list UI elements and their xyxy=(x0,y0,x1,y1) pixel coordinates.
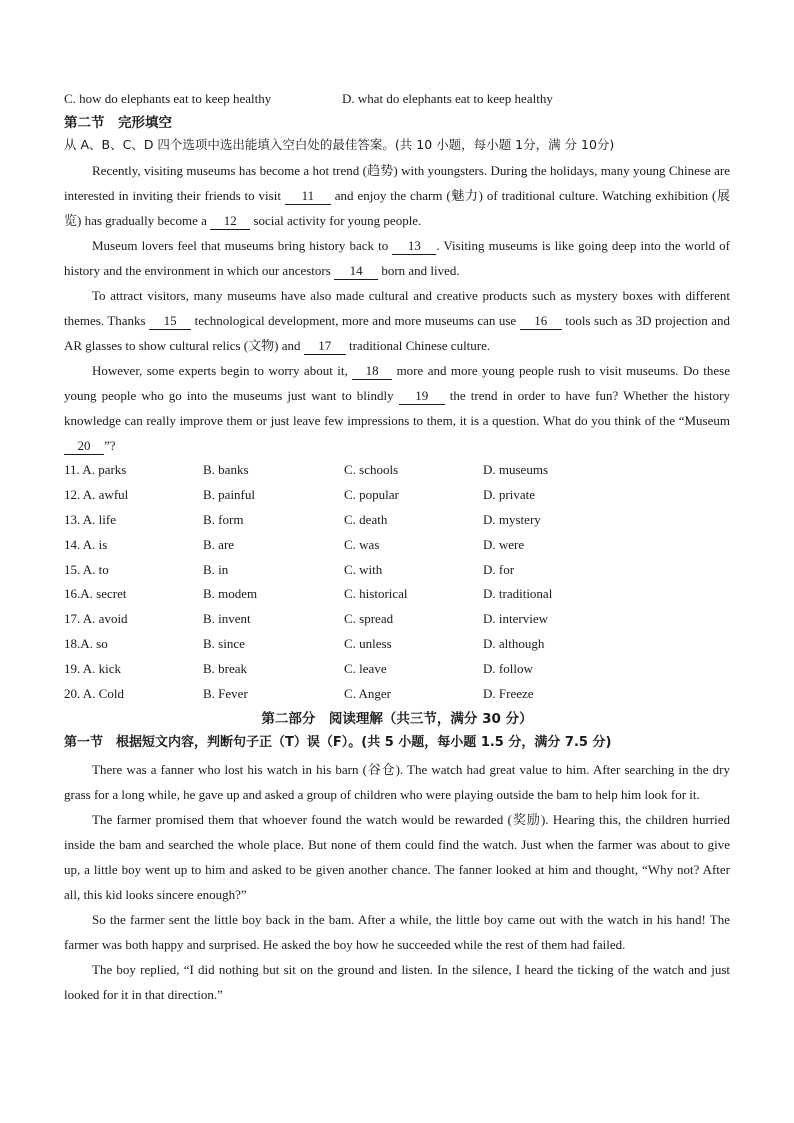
option-a: 17. A. avoid xyxy=(64,611,128,627)
option-row xyxy=(64,458,730,483)
option-d: D. mystery xyxy=(483,511,541,527)
text: Recently, visiting museums has become a hot trend (趋势) with youngsters. During the holidays, many young Chinese are interested in inviting their friends to visit xyxy=(64,163,730,203)
option-b: B. Fever xyxy=(203,686,248,702)
previous-question-options xyxy=(64,88,730,110)
text: social activity for young people. xyxy=(250,213,422,228)
option-b: B. since xyxy=(203,636,245,652)
text: However, some experts begin to worry about it, xyxy=(92,363,353,378)
option-row xyxy=(64,508,730,533)
text: more and more young people rush to visit museums. Do these young people who go into the museums just want to blindly xyxy=(64,363,730,403)
option-c: C. spread xyxy=(344,611,394,627)
option-a: 12. A. awful xyxy=(64,486,129,502)
option-a: 19. A. kick xyxy=(64,661,122,677)
option-d: D. for xyxy=(483,561,515,577)
option-b: B. banks xyxy=(203,462,249,477)
text: born and lived. xyxy=(378,263,460,278)
blank-17: 17 xyxy=(304,338,346,355)
option-b: B. in xyxy=(203,561,229,577)
option-row xyxy=(64,607,730,632)
cloze-instruction: 从 A、B、C、D 四个选项中选出能填入空白处的最佳答案。(共 10 小题，每小题 1分，满 分 10分) xyxy=(64,137,615,152)
option-a: 15. A. to xyxy=(64,561,109,577)
option-d: D. private xyxy=(483,486,535,502)
option-d: D. follow xyxy=(483,661,533,677)
option-row xyxy=(64,632,730,657)
option-d: D. Freeze xyxy=(483,686,534,702)
cloze-options xyxy=(64,458,730,707)
option-c: C. with xyxy=(344,561,383,577)
option-d: D. museums xyxy=(483,462,548,477)
option-a: 20. A. Cold xyxy=(64,686,124,702)
option-a: 14. A. is xyxy=(64,536,108,552)
option-c: C. historical xyxy=(344,586,408,602)
part-title-reading: 第二部分 阅读理解（共三节，满分 30 分） xyxy=(261,710,533,727)
blank-14: 14 xyxy=(334,263,378,280)
option-row xyxy=(64,682,730,707)
option-c: C. how do elephants eat to keep healthy xyxy=(64,91,272,106)
option-c: C. was xyxy=(344,536,380,552)
text: . Visiting museums is like going deep into the world of history and the environment in which our ancestors xyxy=(64,238,730,278)
option-a: 16.A. secret xyxy=(64,586,127,602)
section-title-true-false: 第一节 根据短文内容，判断句子正（T）误（F）。(共 5 小题，每小题 1.5 分，满分 7.5 分) xyxy=(64,734,612,750)
option-a: 11. A. parks xyxy=(64,462,127,477)
option-c: C. death xyxy=(344,511,388,527)
option-b: B. painful xyxy=(203,486,255,502)
cloze-paragraph-3 xyxy=(64,283,730,358)
cloze-paragraph-4 xyxy=(64,358,730,458)
reading-paragraph: So the farmer sent the little boy back in the bam. After a while, the little boy came out with the watch in his hand! The farmer was both happy and surprised. He asked the boy how he succeeded while the rest of them had failed. xyxy=(64,911,730,952)
option-c: C. popular xyxy=(344,486,399,502)
option-row xyxy=(64,657,730,682)
option-d: D. interview xyxy=(483,611,548,627)
option-row xyxy=(64,582,730,607)
option-d: D. although xyxy=(483,636,545,652)
option-d: D. what do elephants eat to keep healthy xyxy=(342,91,553,106)
text: and enjoy the charm (魅力) of traditional culture. Watching exhibition (展览) has gradually become a xyxy=(64,188,730,228)
blank-19: 19 xyxy=(399,388,445,405)
option-c: C. Anger xyxy=(344,686,391,702)
option-d: D. were xyxy=(483,536,525,552)
blank-13: 13 xyxy=(392,238,436,255)
reading-paragraph: There was a fanner who lost his watch in his barn (谷仓). The watch had great value to him. After searching in the dry grass for a long while, he gave up and asked a group of children who were playing outside the bam to help him look for it. xyxy=(64,761,730,802)
section-title-cloze: 第二节 完形填空 xyxy=(64,115,172,131)
cloze-paragraph-2 xyxy=(64,233,730,283)
option-c: C. leave xyxy=(344,661,387,677)
option-a: 13. A. life xyxy=(64,511,116,527)
blank-16: 16 xyxy=(520,313,562,330)
blank-18: 18 xyxy=(352,363,392,380)
option-b: B. form xyxy=(203,511,244,527)
option-row xyxy=(64,533,730,558)
text: traditional Chinese culture. xyxy=(345,338,491,353)
option-b: B. are xyxy=(203,536,235,552)
option-row xyxy=(64,483,730,508)
blank-15: 15 xyxy=(149,313,191,330)
option-row xyxy=(64,558,730,583)
text: To attract visitors, many museums have also made cultural and creative products such as mystery boxes with different themes. Thanks xyxy=(64,288,730,328)
option-b: B. modem xyxy=(203,586,258,602)
text: Museum lovers feel that museums bring history back to xyxy=(92,238,393,253)
blank-20: 20 xyxy=(64,438,104,455)
option-c: C. schools xyxy=(344,462,399,477)
option-a: 18.A. so xyxy=(64,636,108,652)
reading-paragraph: The boy replied, “I did nothing but sit on the ground and listen. In the silence, I heard the ticking of the watch and just looked for it in that direction.” xyxy=(64,961,730,1002)
option-b: B. invent xyxy=(203,611,251,627)
blank-11: 11 xyxy=(285,188,331,205)
text: ”? xyxy=(104,438,116,453)
blank-12: 12 xyxy=(210,213,250,230)
reading-paragraph: The farmer promised them that whoever found the watch would be rewarded (奖励). Hearing this, the children hurried inside the bam and searched the whole place. But none of them could find the watch. Just when the farmer was about to give up, a little boy went up to him and asked to be given another chance. The fanner looked at him and thought, “Why not? After all, this kid looks sincere enough?” xyxy=(64,811,730,902)
option-b: B. break xyxy=(203,661,248,677)
text: the trend in order to have fun? Whether the history knowledge can really improve them or just leave few impressions to them, it is a question. What do you think of the “Museum xyxy=(64,388,730,428)
text: tools such as 3D projection and AR glasses to show cultural relics (文物) and xyxy=(64,313,730,353)
option-c: C. unless xyxy=(344,636,392,652)
option-d: D. traditional xyxy=(483,586,553,602)
cloze-paragraph-1 xyxy=(64,158,730,233)
text: technological development, more and more museums can use xyxy=(191,313,520,328)
